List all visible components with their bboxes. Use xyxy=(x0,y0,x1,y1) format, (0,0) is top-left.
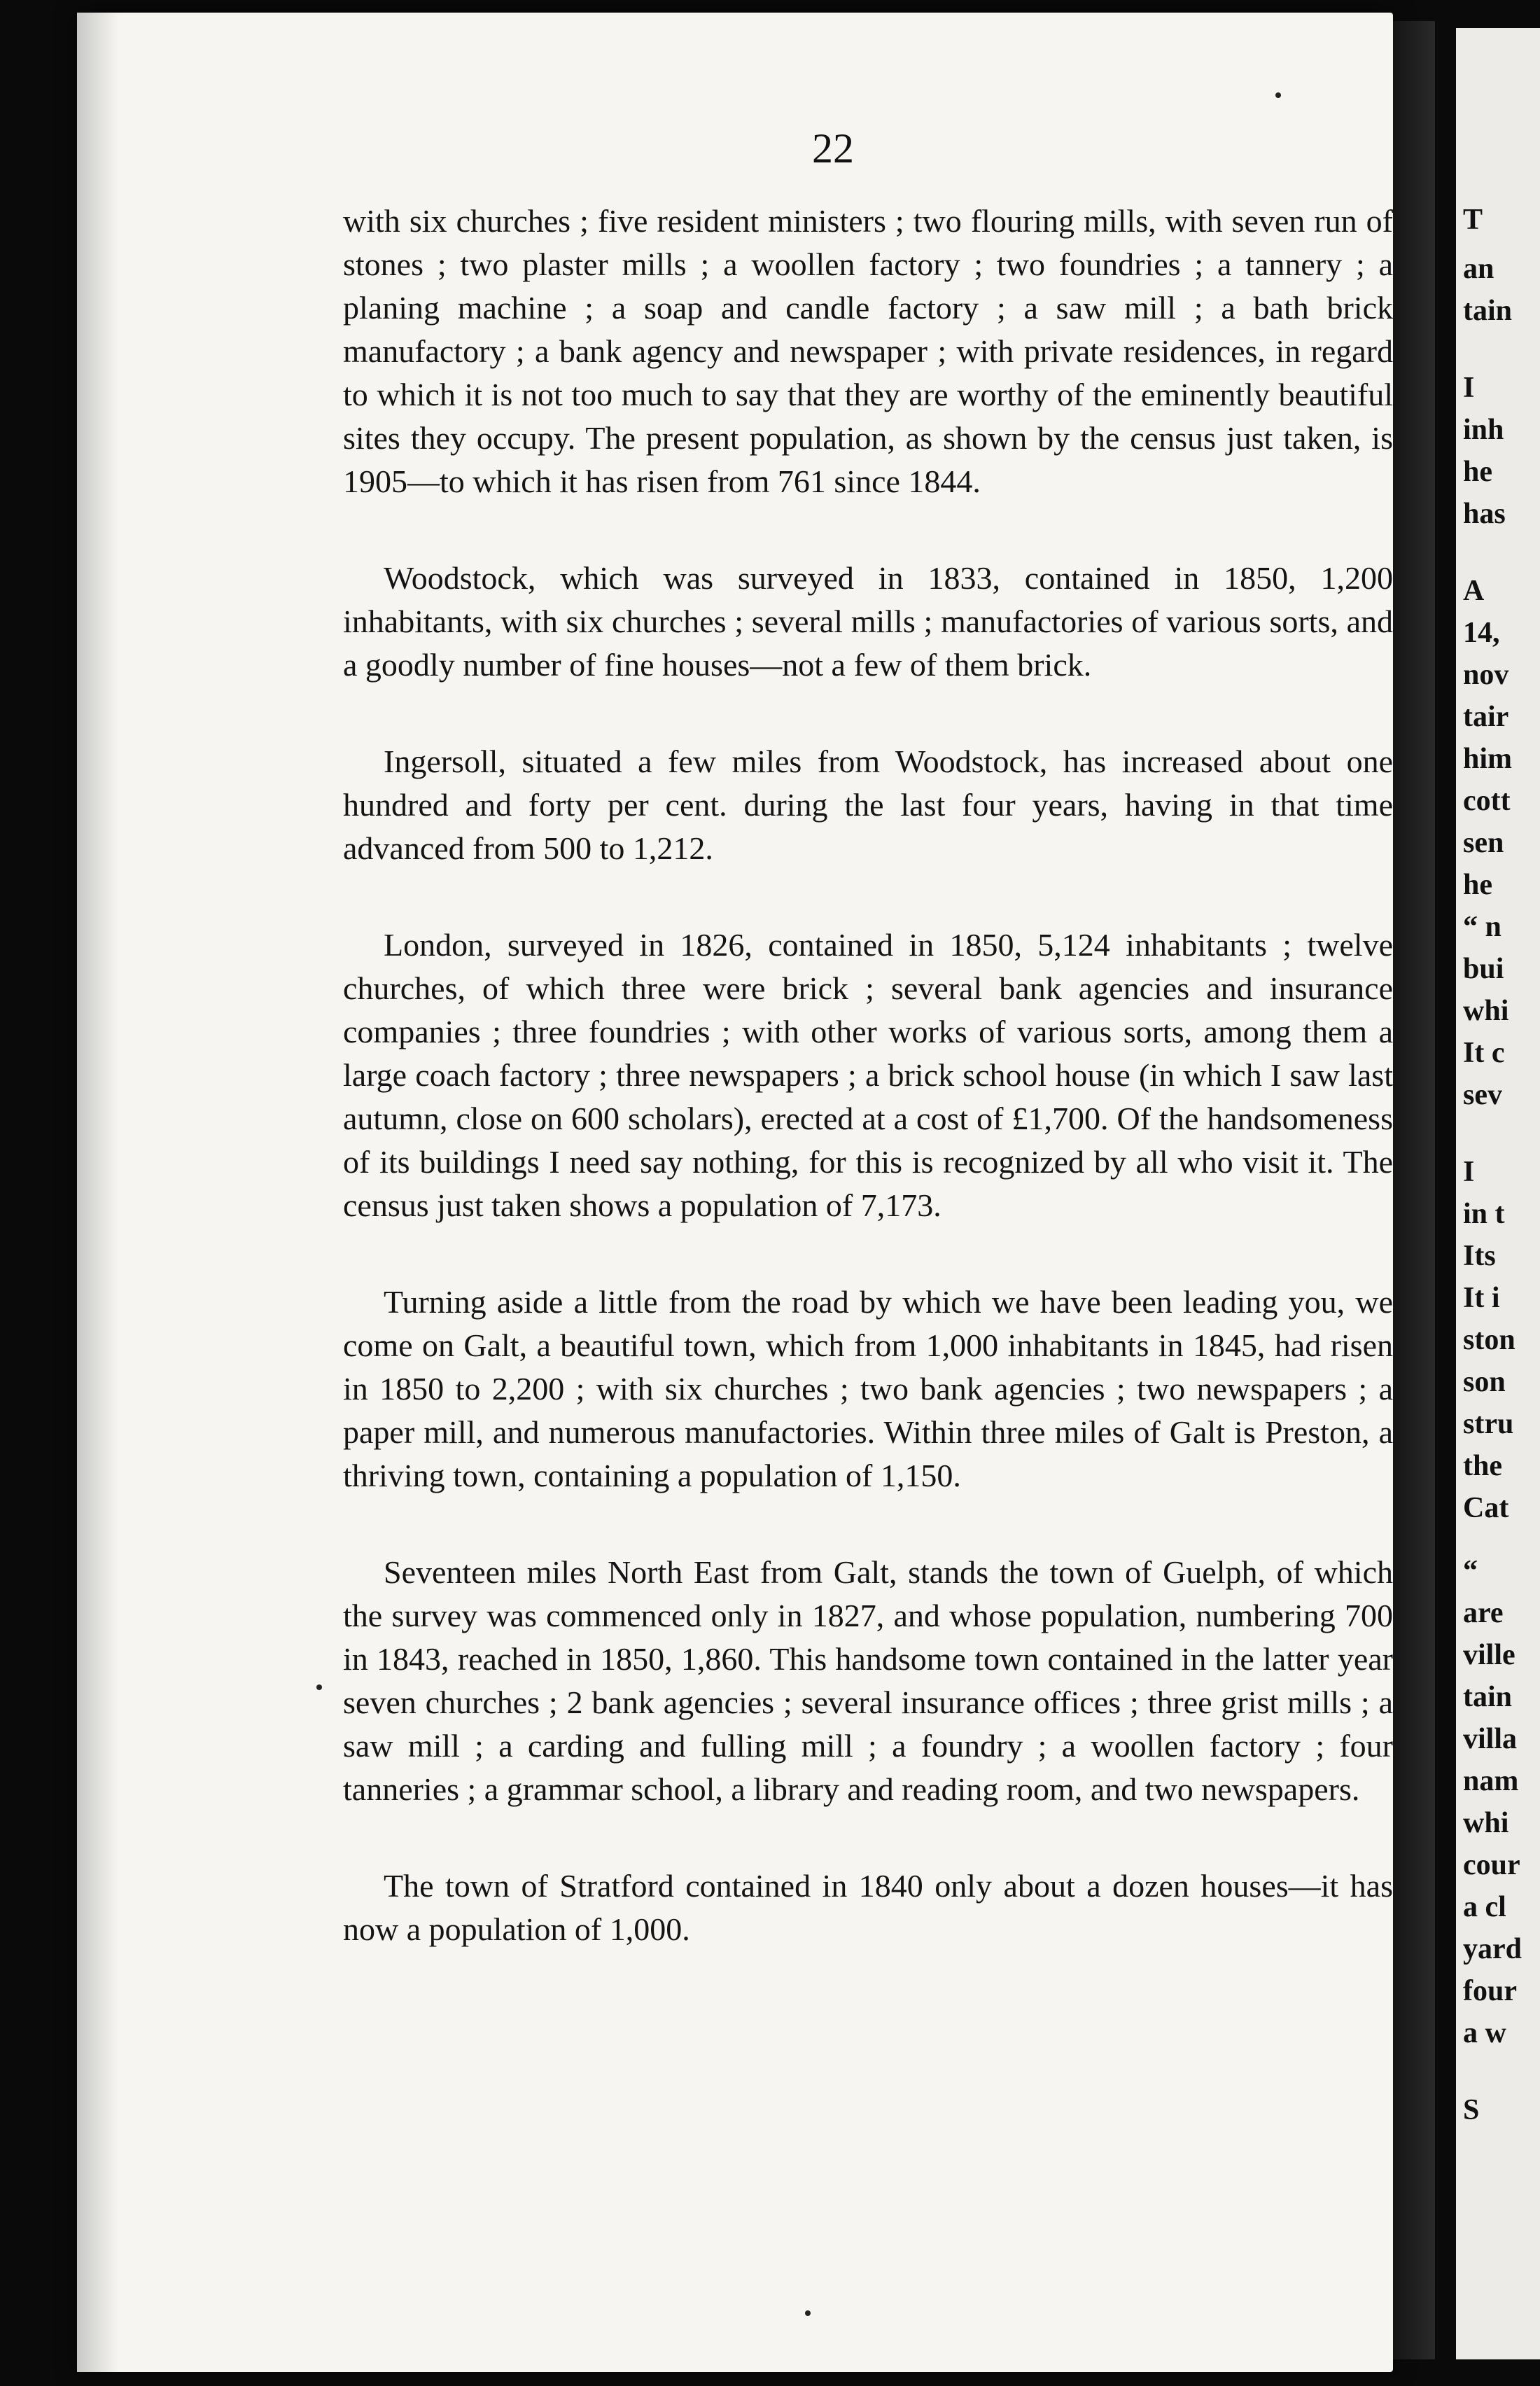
fragment-line: stru xyxy=(1463,1408,1514,1440)
fragment-line: a cl xyxy=(1463,1891,1506,1923)
paragraph-london: London, surveyed in 1826, contained in 1850, 5,124 inhabitants ; twelve churches, of which three were brick ; several bank agencies and insurance companies ; three foundries ; with other works of various sorts, among them a large coach factory ; three newspapers ; a brick school house (in which I saw last autumn, close on 600 scholars), erected at a cost of £1,700. Of the handsomeness of its buildings I need say nothing, for this is recognized by all who visit it. The census just taken shows a population of 7,173. xyxy=(343,927,1393,1223)
ink-speck xyxy=(316,1684,322,1690)
fragment-line: 14, xyxy=(1463,617,1500,649)
fragment-line: sen xyxy=(1463,827,1504,859)
fragment-line: It i xyxy=(1463,1282,1500,1314)
fragment-line: nov xyxy=(1463,659,1509,691)
paragraph-woodstock: Woodstock, which was surveyed in 1833, contained in 1850, 1,200 inhabitants, with six churches ; several mills ; manufactories of various sorts, and a goodly number of fine houses—not a few of them brick. xyxy=(343,560,1393,683)
page-number: 22 xyxy=(812,125,854,172)
fragment-line: It c xyxy=(1463,1037,1505,1069)
fragment-line: whi xyxy=(1463,1807,1509,1839)
ink-speck xyxy=(1275,92,1281,98)
fragment-line: I xyxy=(1463,1156,1475,1188)
paragraph-galt: Turning aside a little from the road by which we have been leading you, we come on Galt, a beautiful town, which from 1,000 inhabitants in 1845, had risen in 1850 to 2,200 ; with six churches ; two bank agencies ; two newspapers ; a paper mill, and numerous manufactories. Within three miles of Galt is Preston, a thriving town, containing a population of 1,150. xyxy=(343,1284,1393,1493)
fragment-line: in t xyxy=(1463,1198,1505,1230)
fragment-line: tain xyxy=(1463,295,1513,327)
fragment-line: are xyxy=(1463,1597,1504,1629)
adjacent-page-fragment xyxy=(1456,28,1540,2359)
fragment-line: ston xyxy=(1463,1324,1516,1356)
fragment-line: he xyxy=(1463,456,1492,488)
fragment-line: tain xyxy=(1463,1681,1513,1713)
fragment-line: yard xyxy=(1463,1933,1522,1965)
fragment-line: four xyxy=(1463,1975,1517,2007)
paragraph-guelph: Seventeen miles North East from Galt, stands the town of Guelph, of which the survey was commenced only in 1827, and whose population, numbering 700 in 1843, reached in 1850, 1,860. This handsome town contained in the latter year seven churches ; 2 bank agencies ; several insurance offices ; three grist mills ; a saw mill ; a carding and fulling mill ; a foundry ; a woollen factory ; four tanneries ; a grammar school, a library and reading room, and two newspapers. xyxy=(343,1554,1393,1807)
fragment-line: tair xyxy=(1463,701,1509,733)
paragraph-stratford: The town of Stratford contained in 1840 only about a dozen houses—it has now a population of 1,000. xyxy=(343,1868,1393,1947)
fragment-line: ville xyxy=(1463,1639,1516,1671)
ink-speck xyxy=(805,2310,811,2316)
fragment-line: “ n xyxy=(1463,911,1502,943)
fragment-line: T xyxy=(1463,204,1483,236)
fragment-line: inh xyxy=(1463,414,1504,446)
fragment-line: “ xyxy=(1463,1555,1478,1587)
fragment-line: the xyxy=(1463,1450,1502,1482)
fragment-line: a w xyxy=(1463,2017,1506,2049)
fragment-line: cour xyxy=(1463,1849,1520,1881)
fragment-line: son xyxy=(1463,1366,1506,1398)
paragraph-continuation: with six churches ; five resident ministers ; two flouring mills, with seven run of stones ; two plaster mills ; a woollen factory ; two foundries ; a tannery ; a planing machine ; a soap and candle factory ; a saw mill ; a bath brick manufactory ; a bank agency and newspaper ; with private residences, in regard to which it is not too much to say that they are worthy of the eminently beautiful sites they occupy. The present population, as shown by the census just taken, is 1905—to which it has risen from 761 since 1844. xyxy=(343,203,1393,499)
fragment-line: cott xyxy=(1463,785,1511,817)
paragraph-ingersoll: Ingersoll, situated a few miles from Woodstock, has increased about one hundred and forty per cent. during the last four years, having in that time advanced from 500 to 1,212. xyxy=(343,744,1393,866)
fragment-line: Cat xyxy=(1463,1492,1509,1524)
fragment-line: sev xyxy=(1463,1079,1502,1111)
fragment-line: villa xyxy=(1463,1723,1518,1755)
fragment-line: whi xyxy=(1463,995,1509,1027)
fragment-line: has xyxy=(1463,498,1506,530)
fragment-line: an xyxy=(1463,253,1494,285)
fragment-line: bui xyxy=(1463,953,1504,985)
page-edge-shadow xyxy=(1393,21,1435,2359)
fragment-line: him xyxy=(1463,743,1513,775)
fragment-line: nam xyxy=(1463,1765,1519,1797)
page-gutter-shadow xyxy=(77,13,119,2372)
fragment-line: A xyxy=(1463,575,1485,607)
fragment-line: Its xyxy=(1463,1240,1496,1272)
page-body xyxy=(343,200,1393,1951)
fragment-line: S xyxy=(1463,2094,1480,2126)
fragment-line: he xyxy=(1463,869,1492,901)
fragment-line: I xyxy=(1463,372,1475,404)
